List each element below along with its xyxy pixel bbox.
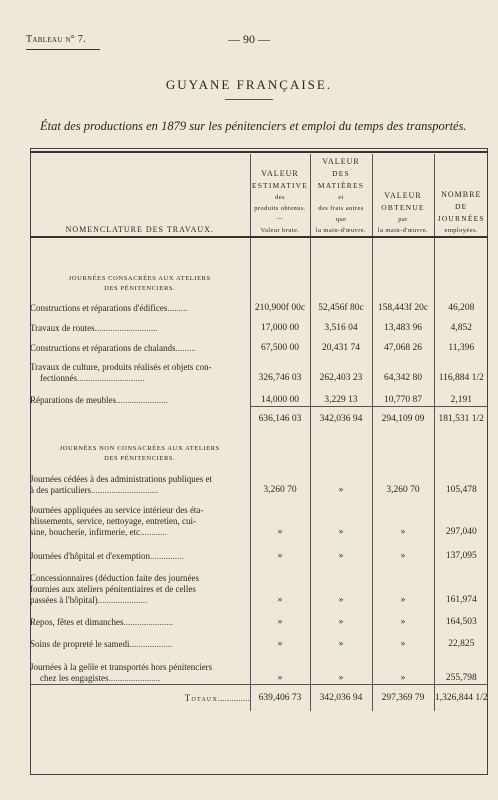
header-valeur-estimative: VALEUR ESTIMATIVE des produits obtenus. — Valeur brute.	[250, 154, 310, 237]
header-nomenclature: NOMENCLATURE DES TRAVAUX.	[30, 154, 250, 237]
table-row: Constructions et réparations de chalands......... 67,500 00 20,431 74 47,068 26 11,396	[30, 334, 488, 354]
colony-heading: GUYANE FRANÇAISE.	[165, 77, 333, 92]
header-valeur-obtenue: VALEUR OBTENUE par la main-d'œuvre.	[372, 154, 434, 237]
table-row: Journées d'hôpital et d'exemption............... » » » 137,095	[30, 538, 488, 562]
subtotal-row: 636,146 03 342,036 94 294,109 09 181,531 1/2	[30, 406, 488, 432]
title-year: 1879	[161, 119, 187, 133]
totals-label: Totaux	[184, 692, 218, 703]
table-header-row	[30, 154, 488, 237]
table-row: Journées appliquées au service intérieur des éta- blissements, service, nettoyage, entretien, cui- sine, boucherie, infirmerie, etc............ » » » 297,040	[30, 496, 488, 538]
heading-rule	[225, 99, 273, 100]
section-heading-non-ateliers: JOURNÉES NON CONSACRÉES AUX ATELIERS DES PÉNITENCIERS.	[30, 432, 250, 464]
running-head	[26, 30, 472, 50]
header-valeur-matieres: VALEUR DES MATIÈRES et des frais autres que la main-d'œuvre.	[310, 154, 372, 237]
table-title	[40, 119, 494, 134]
table-row: Concessionnaires (déduction faite des journées fournies aux ateliers pénitentiaires et de celles passées à l'hôpital)...................... » » » 161,974	[30, 562, 488, 606]
totals-row: Totaux.............. 639,406 73 342,036 94 297,369 79 1,326,844 1/2	[30, 685, 488, 712]
header-rule	[26, 49, 100, 50]
table-row: Journées cédées à des administrations publiques et à des particuliers.............................. 3,260 70 » 3,260 70 105,478	[30, 464, 488, 496]
header-nombre-journees: NOMBRE DE JOURNÉES employées.	[434, 154, 488, 237]
section-heading-row	[30, 237, 488, 294]
section-heading-row	[30, 432, 488, 464]
title-pre: État des productions en	[40, 119, 162, 133]
section-heading-ateliers: JOURNÉES CONSACRÉES AUX ATELIERS DES PÉNITENCIERS.	[30, 237, 250, 294]
table-row: Journées à la geôle et transportés hors pénitenciers chez les engagistes....................... » » » 255,798	[30, 650, 488, 685]
table-number: Tableau n° 7.	[26, 34, 86, 45]
table-row: Soins de propreté le samedi................... » » » 22,825	[30, 628, 488, 650]
page-number: — 90 —	[228, 32, 270, 46]
table-top-rule	[30, 151, 488, 153]
productions-table	[30, 154, 488, 711]
table-row: Réparations de meubles....................... 14,000 00 3,229 13 10,770 87 2,191	[30, 384, 488, 406]
title-post: sur les pénitenciers et emploi du temps des transportés.	[186, 119, 467, 133]
table-row: Constructions et réparations d'édifices......... 210,900f 00c 52,456f 80c 158,443f 20c 46,208	[30, 294, 488, 314]
table-row: Travaux de culture, produits réalisés et objets con- fectionnés.............................. 326,746 03 262,403 23 64,342 80 116,884 1/2	[30, 354, 488, 384]
table-row: Repos, fêtes et dimanches...................... » » » 164,503	[30, 606, 488, 628]
table-row: Travaux de routes............................ 17,000 00 3,516 04 13,483 96 4,852	[30, 314, 488, 334]
